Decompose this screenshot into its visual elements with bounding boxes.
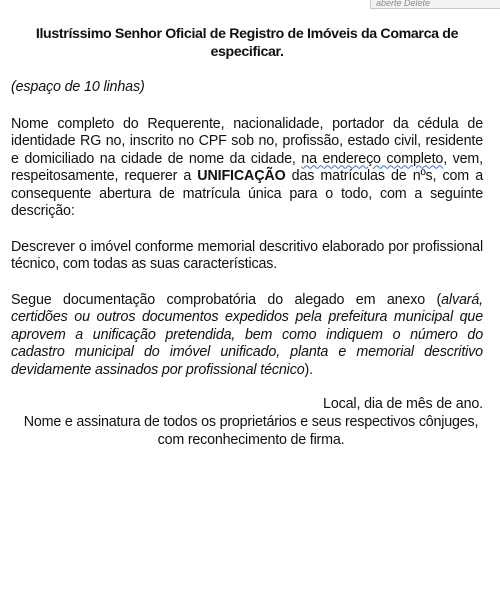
spellcheck-flagged-text: na endereço completo <box>301 150 444 167</box>
document-title: Ilustríssimo Senhor Oficial de Registro de Imóveis da Comarca de especificar. <box>35 26 459 60</box>
paragraph-description: Descrever o imóvel conforme memorial descritivo elaborado por profissional técnico, com todas as suas características. <box>11 238 483 272</box>
place-date-line: Local, dia de mês de ano. <box>323 396 483 412</box>
unification-keyword: UNIFICAÇÃO <box>197 168 286 184</box>
paragraph-request <box>11 116 483 221</box>
toolbar-remnant <box>370 0 500 9</box>
space-note: (espaço de 10 linhas) <box>11 79 145 95</box>
paragraph-documents-text-c: ). <box>304 361 313 378</box>
paragraph-request-text-a: Nome completo do Requerente, nacionalidade, portador da cédula de identidade RG no, inscrito no CPF sob no, profissão, estado civil, residente e domiciliado na cidade de nome da cidade, <box>11 115 483 167</box>
document-body <box>11 26 483 414</box>
signature-line: Nome e assinatura de todos os proprietários e seus respectivos cônjuges, com reconhecimento de firma. <box>23 414 479 448</box>
paragraph-documents-italic: alvará, certidões ou outros documentos expedidos pela prefeitura municipal que aprovem a unificação pretendida, bem como indiquem o número do cadastro municipal do imóvel unificado, planta e memorial descritivo devidamente assinados por profissional técnico <box>11 291 483 378</box>
paragraph-documents-text-a: Segue documentação comprobatória do alegado em anexo ( <box>11 291 442 308</box>
paragraph-request-text-c: , vem, respeitosamente, requerer a <box>11 150 483 184</box>
paragraph-request-text-e: das matrículas de nºs, com a consequente abertura de matrícula única para o todo, com a seguinte descrição: <box>11 168 483 219</box>
toolbar-remnant-text: aberte Delete <box>376 0 431 8</box>
paragraph-documents <box>11 292 483 380</box>
